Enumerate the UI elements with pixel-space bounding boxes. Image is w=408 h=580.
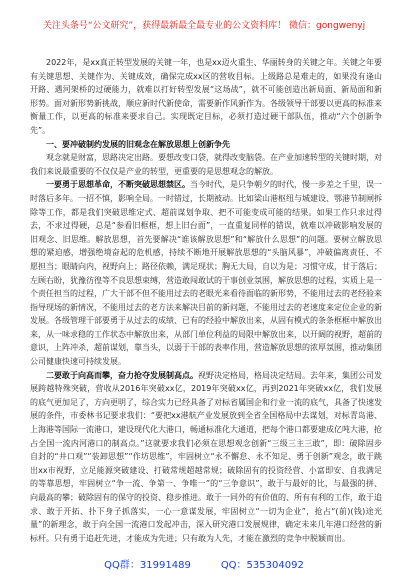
paragraph-concept: 观念就是财富，思路决定出路。要想改变口袋，就得改变脑袋。在产业加速转型的关键时期，对我们来说最重要的不仅仅是产业的转型，更重要的是思想观念的解放。 xyxy=(30,153,382,176)
contact-footer xyxy=(0,556,408,571)
subheading-thought-revolution: 一要勇于思想革命，不断突破思想禁区。 xyxy=(46,180,190,190)
paragraph-intro: 2022年，是xx真正转型发展的关键一年，也是xx迈火重生、华丽转身的关键之年。关键之年要有关键思想、关键作为、关键成效，确保完成xx区的营收目标。上级路总是难走的，如果没有逢山开路、遇河架桥的过硬能力，就难以打好转型发展“这场战”，就不可能创造出新局面、新局面和新形势。面对新形势新挑战，顺应新时代新使命，需要新作风新作为。各级领导干部要以更高的标准来衡量工作，以更高的标准来要求自己。实现既定目标，必须打造过硬干部队伍，推动“六个创新争先”。 xyxy=(30,58,382,135)
promo-banner: 关注头条号“公文研究”，获得最新最全最专业的公文资料库！ 微信：gongwenyj xyxy=(42,21,366,31)
subheading-climb-high: 二要敢于向高而攀，奋力抢夺发展制高点。 xyxy=(46,370,198,380)
paragraph-climb-high-text: 视野决定格局，格局决定结局。去年来，集团公司发展跨越特殊突破，营收从2016年突破xx亿，2019年突破xx亿，再到2021年突破xx亿，我们发展的底气更加足了，方向更明了，综合实力已经具备了对标省属国企和行业一流的底气，具备了快速发展的条件，市委林书记要求我们：“要把xx港航产业发展放到全省全国格局中去谋划，对标青岛港、上海港等国际一流港口，建设现代化大港口，畅通标准化大通道，把每个港口都要建成亿吨大港，抢占全国一流内河港口的制高点。”这就要求我们必须在思想观念创新“三级三主三敢”，即：破除固步自封的“井口观”“装卸思想”“作坊思维”，牢固树立“永不懈怠、永不知足、勇于创新”观念，敢于跳出xx市视野，立足能源突破建设、打破常规超越常规；破除固有的投资经营、小富即安、自我满足的等靠思想，牢固树立“争一流、争第一、争唯一”的“三争意识”，敢于与最好的比，与最强的拼、向最高的攀；破除固有的保守的投资、稳步推进。敢于一同外的有价值的、所有有利的工作，敢于追求、敢于开拓、扑下身子抓落实，一心一意谋发展，牢固树立“一切为企业”，抢占“(前)(钱)途光量”的新理念，敢于向全国一流港口发起冲击，深入研究港口发展规律，确定未来几年港口经营的新标杆。只有勇于追赶先进，才能成为先进；只有敢为人先，才能在激烈的竞争中脱颖而出。 xyxy=(30,370,382,543)
paragraph-climb-high xyxy=(30,369,382,546)
paragraph-thought-revolution-text: 当今时代，是只争朝夕的时代，慢一步差之千里，误一时落后多年。一招不慎，影响全局。一时错过，长期被动。比如梁山港枢纽与城建设、鄂港节制闸拆除等工作，都是我们突破思维定式、超前谋划争取、把不可能变成可能的结果。如果工作只求过得去，不求过得硬，总是“参看旧框框，想上旧台面”，一直重复同样的错误，就难以冲破影响发展的旧观念、旧思维。解放思想，首先要解决“谁该解放思想”和“解放什么思想”的问题。要树立解放思想的紧迫感，增强绝境奋起的危机感，持续不断地开展解放思想的“头脑风暴”，冲破偏离责任、不愿担当；眼睛向内，视野向上；路径依赖，满足现状；胸无大局，自以为是；习惯守成，甘于落后；左顾右盼，犹豫彷徨等不良思想束缚，营造敢闯敢试的干事创业氛围，解放思想的过程，实质上是一个责任担当的过程，广大干部不但不能用过去的老眼光来看待面临的新形势，不能用过去的老经验来指导现场的新情况，不能用过去的老方法来解决目前的新问题，不能用过去的老速度来定位企业的新发展。各级管理干部要勇于从过去的成绩、已有的经验中解放出来，从固有模式的条条框框中解放出来，从一味求稳的工作状态中解放出来，从部门单位利益的局限中解放出来，以开阔的视野，超前的意识，上阵冲杀，超前谋划，靠当头，以弱于干部的表率作用，营造解放思想的浓厚氛围，推动集团公司健康快速可持续发展。 xyxy=(30,180,382,367)
qq-group: QQ群：31991489 xyxy=(104,560,191,571)
qq-number: QQ：535304092 xyxy=(220,560,304,571)
section-heading-1: 一、要冲破制约发展的旧观念在解放思想上创新争先 xyxy=(46,139,230,149)
document-body xyxy=(30,56,382,545)
paragraph-thought-revolution xyxy=(30,178,382,368)
